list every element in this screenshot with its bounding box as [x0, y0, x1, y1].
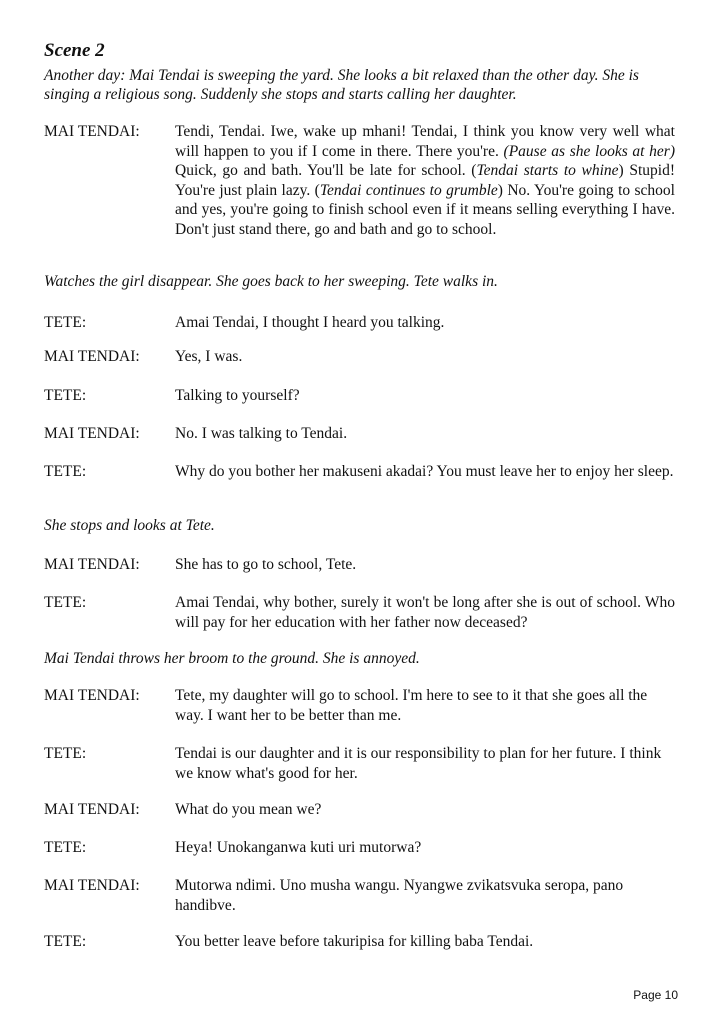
dialogue-block [44, 876, 684, 915]
speech-text: Amai Tendai, I thought I heard you talking. [175, 314, 445, 331]
speech-text: She has to go to school, Tete. [175, 556, 357, 573]
speaker-label: MAI TENDAI: [44, 425, 140, 442]
speaker-label: MAI TENDAI: [44, 877, 140, 894]
speaker-label: MAI TENDAI: [44, 348, 140, 365]
speaker-label: MAI TENDAI: [44, 801, 140, 818]
speaker-label: MAI TENDAI: [44, 123, 140, 140]
dialogue-block [44, 800, 684, 820]
dialogue-block [44, 555, 684, 575]
speaker-label: TETE: [44, 463, 87, 480]
speech-text: Heya! Unokanganwa kuti uri mutorwa? [175, 839, 422, 856]
speaker-label: MAI TENDAI: [44, 556, 140, 573]
dialogue-block [44, 932, 684, 952]
speaker-label: TETE: [44, 839, 87, 856]
speaker-label: TETE: [44, 387, 87, 404]
dialogue-block [44, 386, 684, 406]
speaker-label: TETE: [44, 745, 87, 762]
dialogue-block [44, 347, 684, 367]
dialogue-block [44, 593, 684, 632]
stage-direction: She stops and looks at Tete. [44, 517, 215, 534]
scene-title: Scene 2 [44, 40, 105, 61]
speech-text: Why do you bother her makuseni akadai? You must leave her to enjoy her sleep. [175, 463, 674, 480]
speech-text: Tendi, Tendai. Iwe, wake up mhani! Tendai, I think you know very well what will happen to you if I come in there. There you're. (Pause as she looks at her) Quick, go and bath. You'll be late for school. (Tendai starts to whine) Stupid! You're just plain lazy. (Tendai continues to grumble) No. You're going to school and yes, you're going to finish school even if it means selling everything I have. Don't just stand there, go and bath and go to school. [175, 123, 675, 238]
inline-stage-direction: Tendai starts to whine [476, 162, 619, 179]
speech-text: Amai Tendai, why bother, surely it won't be long after she is out of school. Who will pay for her education with her father now deceased? [175, 594, 675, 631]
speech-text: No. I was talking to Tendai. [175, 425, 348, 442]
dialogue-block [44, 122, 684, 239]
dialogue-block [44, 462, 684, 482]
speech-text: Tendai is our daughter and it is our responsibility to plan for her future. I think we know what's good for her. [175, 745, 662, 782]
speaker-label: MAI TENDAI: [44, 687, 140, 704]
dialogue-block [44, 313, 684, 333]
speaker-label: TETE: [44, 314, 87, 331]
dialogue-block [44, 424, 684, 444]
speech-text: Mutorwa ndimi. Uno musha wangu. Nyangwe zvikatsvuka seropa, pano handibve. [175, 877, 624, 914]
speaker-label: TETE: [44, 594, 87, 611]
speech-text: What do you mean we? [175, 801, 322, 818]
inline-stage-direction: (Pause as she looks at her) [503, 142, 675, 160]
stage-direction: Mai Tendai throws her broom to the ground. She is annoyed. [44, 650, 420, 667]
dialogue-block [44, 686, 684, 725]
inline-stage-direction: Tendai continues to grumble [319, 181, 498, 199]
speech-text: Tete, my daughter will go to school. I'm here to see to it that she goes all the way. I want her to be better than me. [175, 687, 648, 724]
dialogue-block [44, 744, 684, 783]
page-number: Page 10 [633, 988, 678, 1002]
stage-direction: Watches the girl disappear. She goes back to her sweeping. Tete walks in. [44, 273, 498, 290]
speech-text: You better leave before takuripisa for killing baba Tendai. [175, 933, 534, 950]
dialogue-block [44, 838, 684, 858]
stage-direction: Another day: Mai Tendai is sweeping the yard. She looks a bit relaxed than the other day. She is singing a religious song. Suddenly she stops and starts calling her daughter. [44, 67, 639, 103]
speaker-label: TETE: [44, 933, 87, 950]
speech-text: Yes, I was. [175, 348, 243, 365]
speech-text: Talking to yourself? [175, 387, 300, 404]
